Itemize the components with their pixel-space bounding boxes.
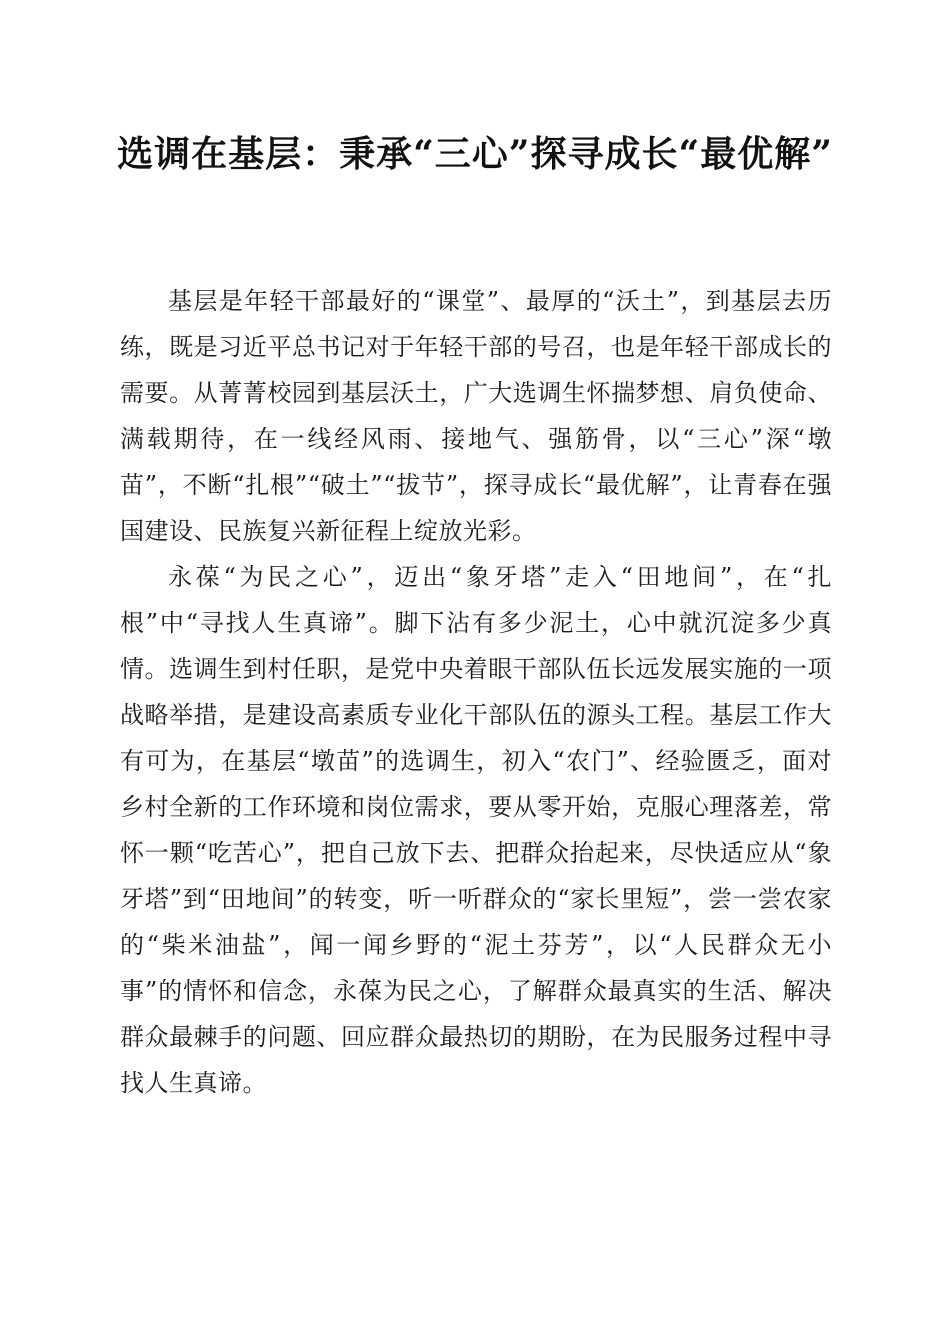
paragraph-2: 永葆“为民之心”，迈出“象牙塔”走入“田地间”，在“扎根”中“寻找人生真谛”。脚下沾有多少泥土，心中就沉淀多少真情。选调生到村任职，是党中央着眼干部队伍长远发展实施的一项战略举措，是建设高素质专业化干部队伍的源头工程。基层工作大有可为，在基层“墩苗”的选调生，初入“农门”、经验匮乏，面对乡村全新的工作环境和岗位需求，要从零开始，克服心理落差，常怀一颗“吃苦心”，把自己放下去、把群众抬起来，尽快适应从“象牙塔”到“田地间”的转变，听一听群众的“家长里短”，尝一尝农家的“柴米油盐”，闻一闻乡野的“泥土芬芳”，以“人民群众无小事”的情怀和信念，永葆为民之心，了解群众最真实的生活、解决群众最棘手的问题、回应群众最热切的期盼，在为民服务过程中寻找人生真谛。	[120, 563, 832, 1097]
paragraph-1: 基层是年轻干部最好的“课堂”、最厚的“沃土”，到基层去历练，既是习近平总书记对于年轻干部的号召，也是年轻干部成长的需要。从菁菁校园到基层沃土，广大选调生怀揣梦想、肩负使命、满载期待，在一线经风雨、接地气、强筋骨，以“三心”深“墩苗”，不断“扎根”“破土”“拔节”，探寻成长“最优解”，让青春在强国建设、民族复兴新征程上绽放光彩。	[120, 287, 832, 545]
document-body	[120, 278, 832, 1106]
document-title: 选调在基层：秉承“三心”探寻成长“最优解”	[117, 133, 833, 175]
